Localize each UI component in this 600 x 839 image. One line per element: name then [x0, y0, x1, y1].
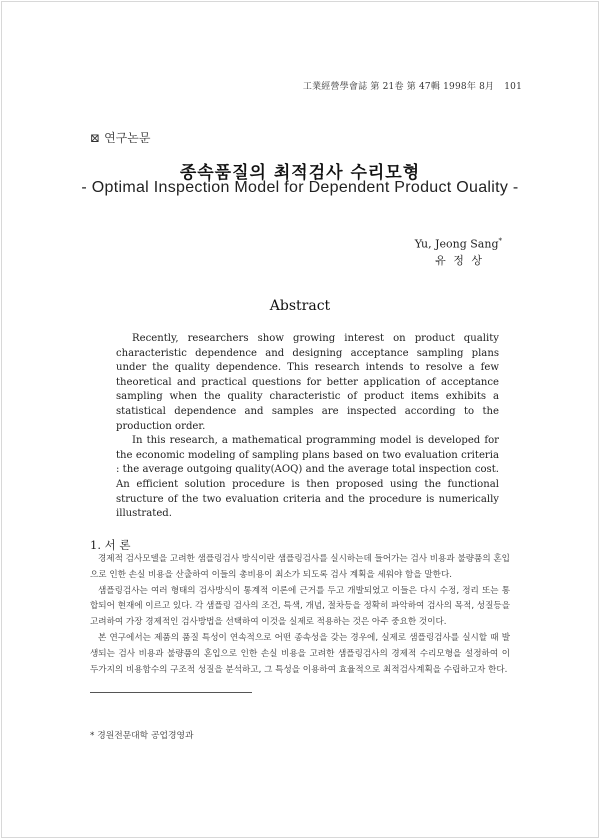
author-name-korean: 유 정 상: [435, 254, 484, 267]
page-number: 101: [504, 82, 522, 92]
abstract-body: [116, 332, 499, 522]
running-header: [303, 79, 522, 92]
author-name: Yu, Jeong Sang: [414, 237, 499, 251]
abstract-paragraph: Recently, researchers show growing interest on product quality characteristic dependence and designing acceptance sampling plans under the quality dependence. This research intends to resolve a few theoretical and practical questions for better application of acceptance sampling when the quality characteristic of product items exhibits a statistical dependence and samples are inspected according to the production order.: [116, 333, 499, 432]
body-paragraph: 샘플링검사는 여러 형태의 검사방식이 통계적 이론에 근거를 두고 개발되었고 이들은 다시 수정, 정리 또는 통합되어 현재에 이르고 있다. 각 샘플링 검사의 조건, 특색, 개념, 절차등을 정확히 파악하여 검사의 목적, 성질등을 고려하여 가장 경제적인 검사방법을 선택하여 이것을 실제로 적용하는 것은 아주 중요한 것이다.: [90, 585, 510, 628]
journal-citation: 工業經營學會誌 第 21卷 第 47輯 1998年 8月: [302, 82, 495, 92]
title-english: - Optimal Inspection Model for Dependent Product Ouality -: [81, 179, 519, 196]
footnote-divider: [90, 692, 252, 693]
author-name-english: [415, 237, 502, 251]
body-paragraph: 본 연구에서는 제품의 품질 특성이 연속적으로 어떤 종속성을 갖는 경우에, 실제로 샘플링검사를 실시할 때 발생되는 검사 비용과 불량품의 혼입으로 인한 손실 비용을 고려한 샘플링검사의 경제적 수리모형을 설정하여 이 두가지의 비용함수의 구조적 성질을 분석하고, 그 특성을 이용하여 효율적으로 최적검사계획을 수립하고자 한다.: [90, 632, 510, 675]
section-heading: 1. 서 론: [90, 538, 131, 552]
body-paragraph: 경제적 검사모델을 고려한 샘플링검사 방식이란 샘플링검사를 실시하는데 들어가는 검사 비용과 불량품의 혼입으로 인한 손실 비용을 산출하여 이들의 총비용이 최소가 되도록 검사 계획을 세워야 함을 말한다.: [90, 554, 510, 580]
section-body: [90, 552, 510, 678]
author-footnote-mark: *: [498, 237, 502, 245]
footnote: * 경원전문대학 공업경영과: [90, 731, 194, 741]
abstract-heading: Abstract: [269, 298, 331, 314]
title-korean: 종속품질의 최적검사 수리모형: [179, 163, 421, 183]
article-type-label: 연구논문: [104, 131, 151, 145]
article-type-tag: [90, 129, 150, 146]
boxed-x-icon: ⊠: [90, 131, 101, 145]
abstract-paragraph: In this research, a mathematical programming model is developed for the economic modeling of sampling plans based on two evaluation criteria : the average outgoing quality(AOQ) and the average total inspection cost. An efficient solution procedure is then proposed using the functional structure of the two evaluation criteria and the procedure is numerically illustrated.: [116, 435, 499, 520]
